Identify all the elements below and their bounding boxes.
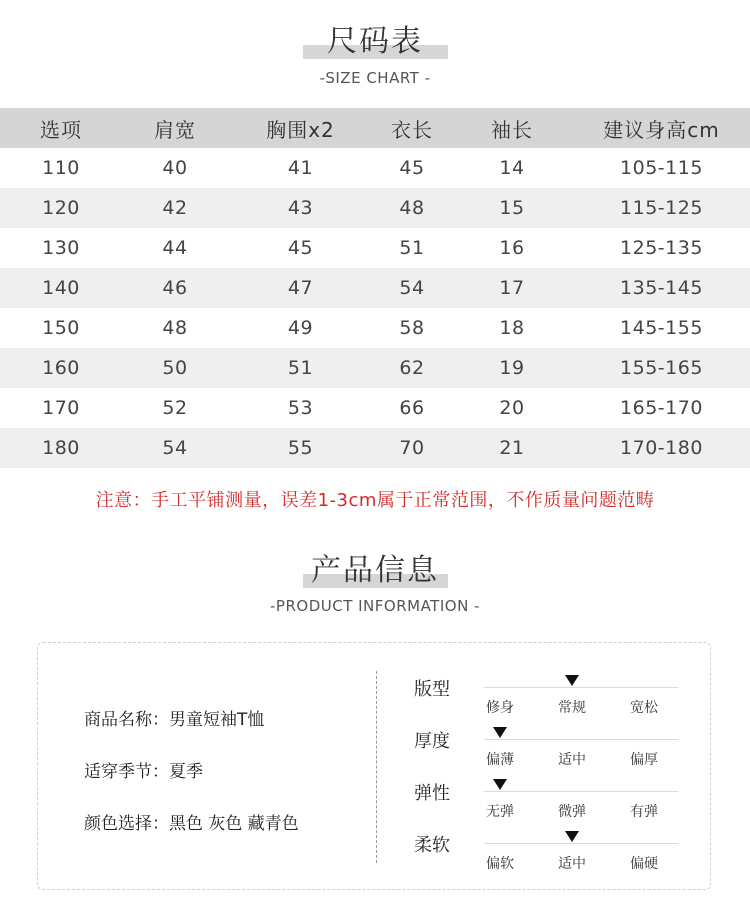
table-cell: 150 <box>42 317 80 339</box>
product-colors: 颜色选择：黑色 灰色 藏青色 <box>84 814 299 834</box>
table-cell: 62 <box>373 348 451 388</box>
header-sleeve: 袖长 <box>451 108 573 148</box>
table-cell: 19 <box>451 348 573 388</box>
table-cell: 125-135 <box>620 237 703 259</box>
attribute-scale-line <box>484 843 678 844</box>
header-option: 选项 <box>0 108 122 148</box>
table-cell: 17 <box>451 268 573 308</box>
header-chest: 胸围x2 <box>228 108 373 148</box>
table-cell: 54 <box>373 268 451 308</box>
attribute-option: 修身 <box>486 700 514 716</box>
table-cell: 47 <box>228 268 373 308</box>
selected-marker-icon <box>565 831 579 842</box>
table-row <box>0 308 750 348</box>
attribute-option: 偏硬 <box>630 856 658 872</box>
table-cell: 55 <box>228 428 373 468</box>
product-info-title: 产品信息 <box>311 553 439 588</box>
table-row <box>0 228 750 268</box>
table-cell: 70 <box>373 428 451 468</box>
selected-marker-icon <box>493 779 507 790</box>
header-shoulder: 肩宽 <box>122 108 228 148</box>
attribute-label: 柔软 <box>414 835 450 856</box>
table-cell: 48 <box>162 317 188 339</box>
attribute-option: 适中 <box>558 856 586 872</box>
table-cell: 44 <box>162 237 188 259</box>
size-chart-subtitle: -SIZE CHART - <box>319 69 431 87</box>
attribute-scale-line <box>484 791 678 792</box>
attribute-scale-line <box>484 687 678 688</box>
attribute-label: 版型 <box>414 679 450 700</box>
table-cell: 52 <box>162 397 188 419</box>
table-cell: 54 <box>122 428 228 468</box>
attribute-option: 无弹 <box>486 804 514 820</box>
table-cell: 51 <box>399 237 425 259</box>
attribute-option: 微弹 <box>558 804 586 820</box>
table-cell: 14 <box>499 157 525 179</box>
table-cell: 58 <box>399 317 425 339</box>
attribute-option: 宽松 <box>630 700 658 716</box>
table-cell: 16 <box>499 237 525 259</box>
table-cell: 140 <box>0 268 122 308</box>
measurement-note: 注意：手工平铺测量，误差1-3cm属于正常范围，不作质量问题范畴 <box>95 490 655 511</box>
attribute-label: 厚度 <box>414 731 450 752</box>
header-height: 建议身高cm <box>573 108 750 148</box>
table-cell: 160 <box>0 348 122 388</box>
product-season: 适穿季节：夏季 <box>84 762 203 782</box>
product-info-heading <box>0 551 750 615</box>
table-cell: 66 <box>399 397 425 419</box>
table-cell: 20 <box>499 397 525 419</box>
attribute-scale-line <box>484 739 678 740</box>
table-row <box>0 148 750 188</box>
table-cell: 46 <box>122 268 228 308</box>
attribute-option: 有弹 <box>630 804 658 820</box>
table-cell: 48 <box>373 188 451 228</box>
table-cell: 49 <box>287 317 314 339</box>
attribute-label: 弹性 <box>414 783 450 804</box>
table-cell: 42 <box>122 188 228 228</box>
table-cell: 51 <box>228 348 373 388</box>
table-cell: 180 <box>0 428 122 468</box>
attribute-option: 适中 <box>558 752 586 768</box>
table-row <box>0 268 750 308</box>
table-cell: 40 <box>162 157 188 179</box>
size-chart-heading <box>0 22 750 87</box>
size-chart-title: 尺码表 <box>327 24 423 59</box>
product-info-box <box>37 642 711 890</box>
table-cell: 105-115 <box>620 157 703 179</box>
table-cell: 41 <box>287 157 314 179</box>
table-cell: 120 <box>0 188 122 228</box>
table-cell: 155-165 <box>573 348 750 388</box>
attribute-option: 常规 <box>558 700 586 716</box>
table-row <box>0 428 750 468</box>
attribute-option: 偏厚 <box>630 752 658 768</box>
table-cell: 45 <box>287 237 314 259</box>
product-info-subtitle: -PRODUCT INFORMATION - <box>270 597 480 615</box>
table-cell: 135-145 <box>573 268 750 308</box>
table-cell: 45 <box>399 157 425 179</box>
selected-marker-icon <box>493 727 507 738</box>
table-cell: 165-170 <box>620 397 703 419</box>
table-cell: 21 <box>451 428 573 468</box>
attribute-option: 偏薄 <box>486 752 514 768</box>
table-cell: 50 <box>122 348 228 388</box>
size-table-header-row <box>0 108 750 148</box>
selected-marker-icon <box>565 675 579 686</box>
table-row <box>0 388 750 428</box>
table-cell: 170-180 <box>573 428 750 468</box>
header-length: 衣长 <box>373 108 451 148</box>
table-row <box>0 348 750 388</box>
table-cell: 130 <box>42 237 80 259</box>
table-cell: 170 <box>42 397 80 419</box>
table-cell: 18 <box>499 317 525 339</box>
table-cell: 115-125 <box>573 188 750 228</box>
table-row <box>0 188 750 228</box>
table-cell: 15 <box>451 188 573 228</box>
product-name: 商品名称：男童短袖T恤 <box>84 710 265 730</box>
size-table <box>0 108 750 468</box>
attribute-option: 偏软 <box>486 856 514 872</box>
table-cell: 43 <box>228 188 373 228</box>
info-divider <box>376 671 377 863</box>
table-cell: 53 <box>287 397 314 419</box>
table-cell: 110 <box>42 157 80 179</box>
table-cell: 145-155 <box>620 317 703 339</box>
